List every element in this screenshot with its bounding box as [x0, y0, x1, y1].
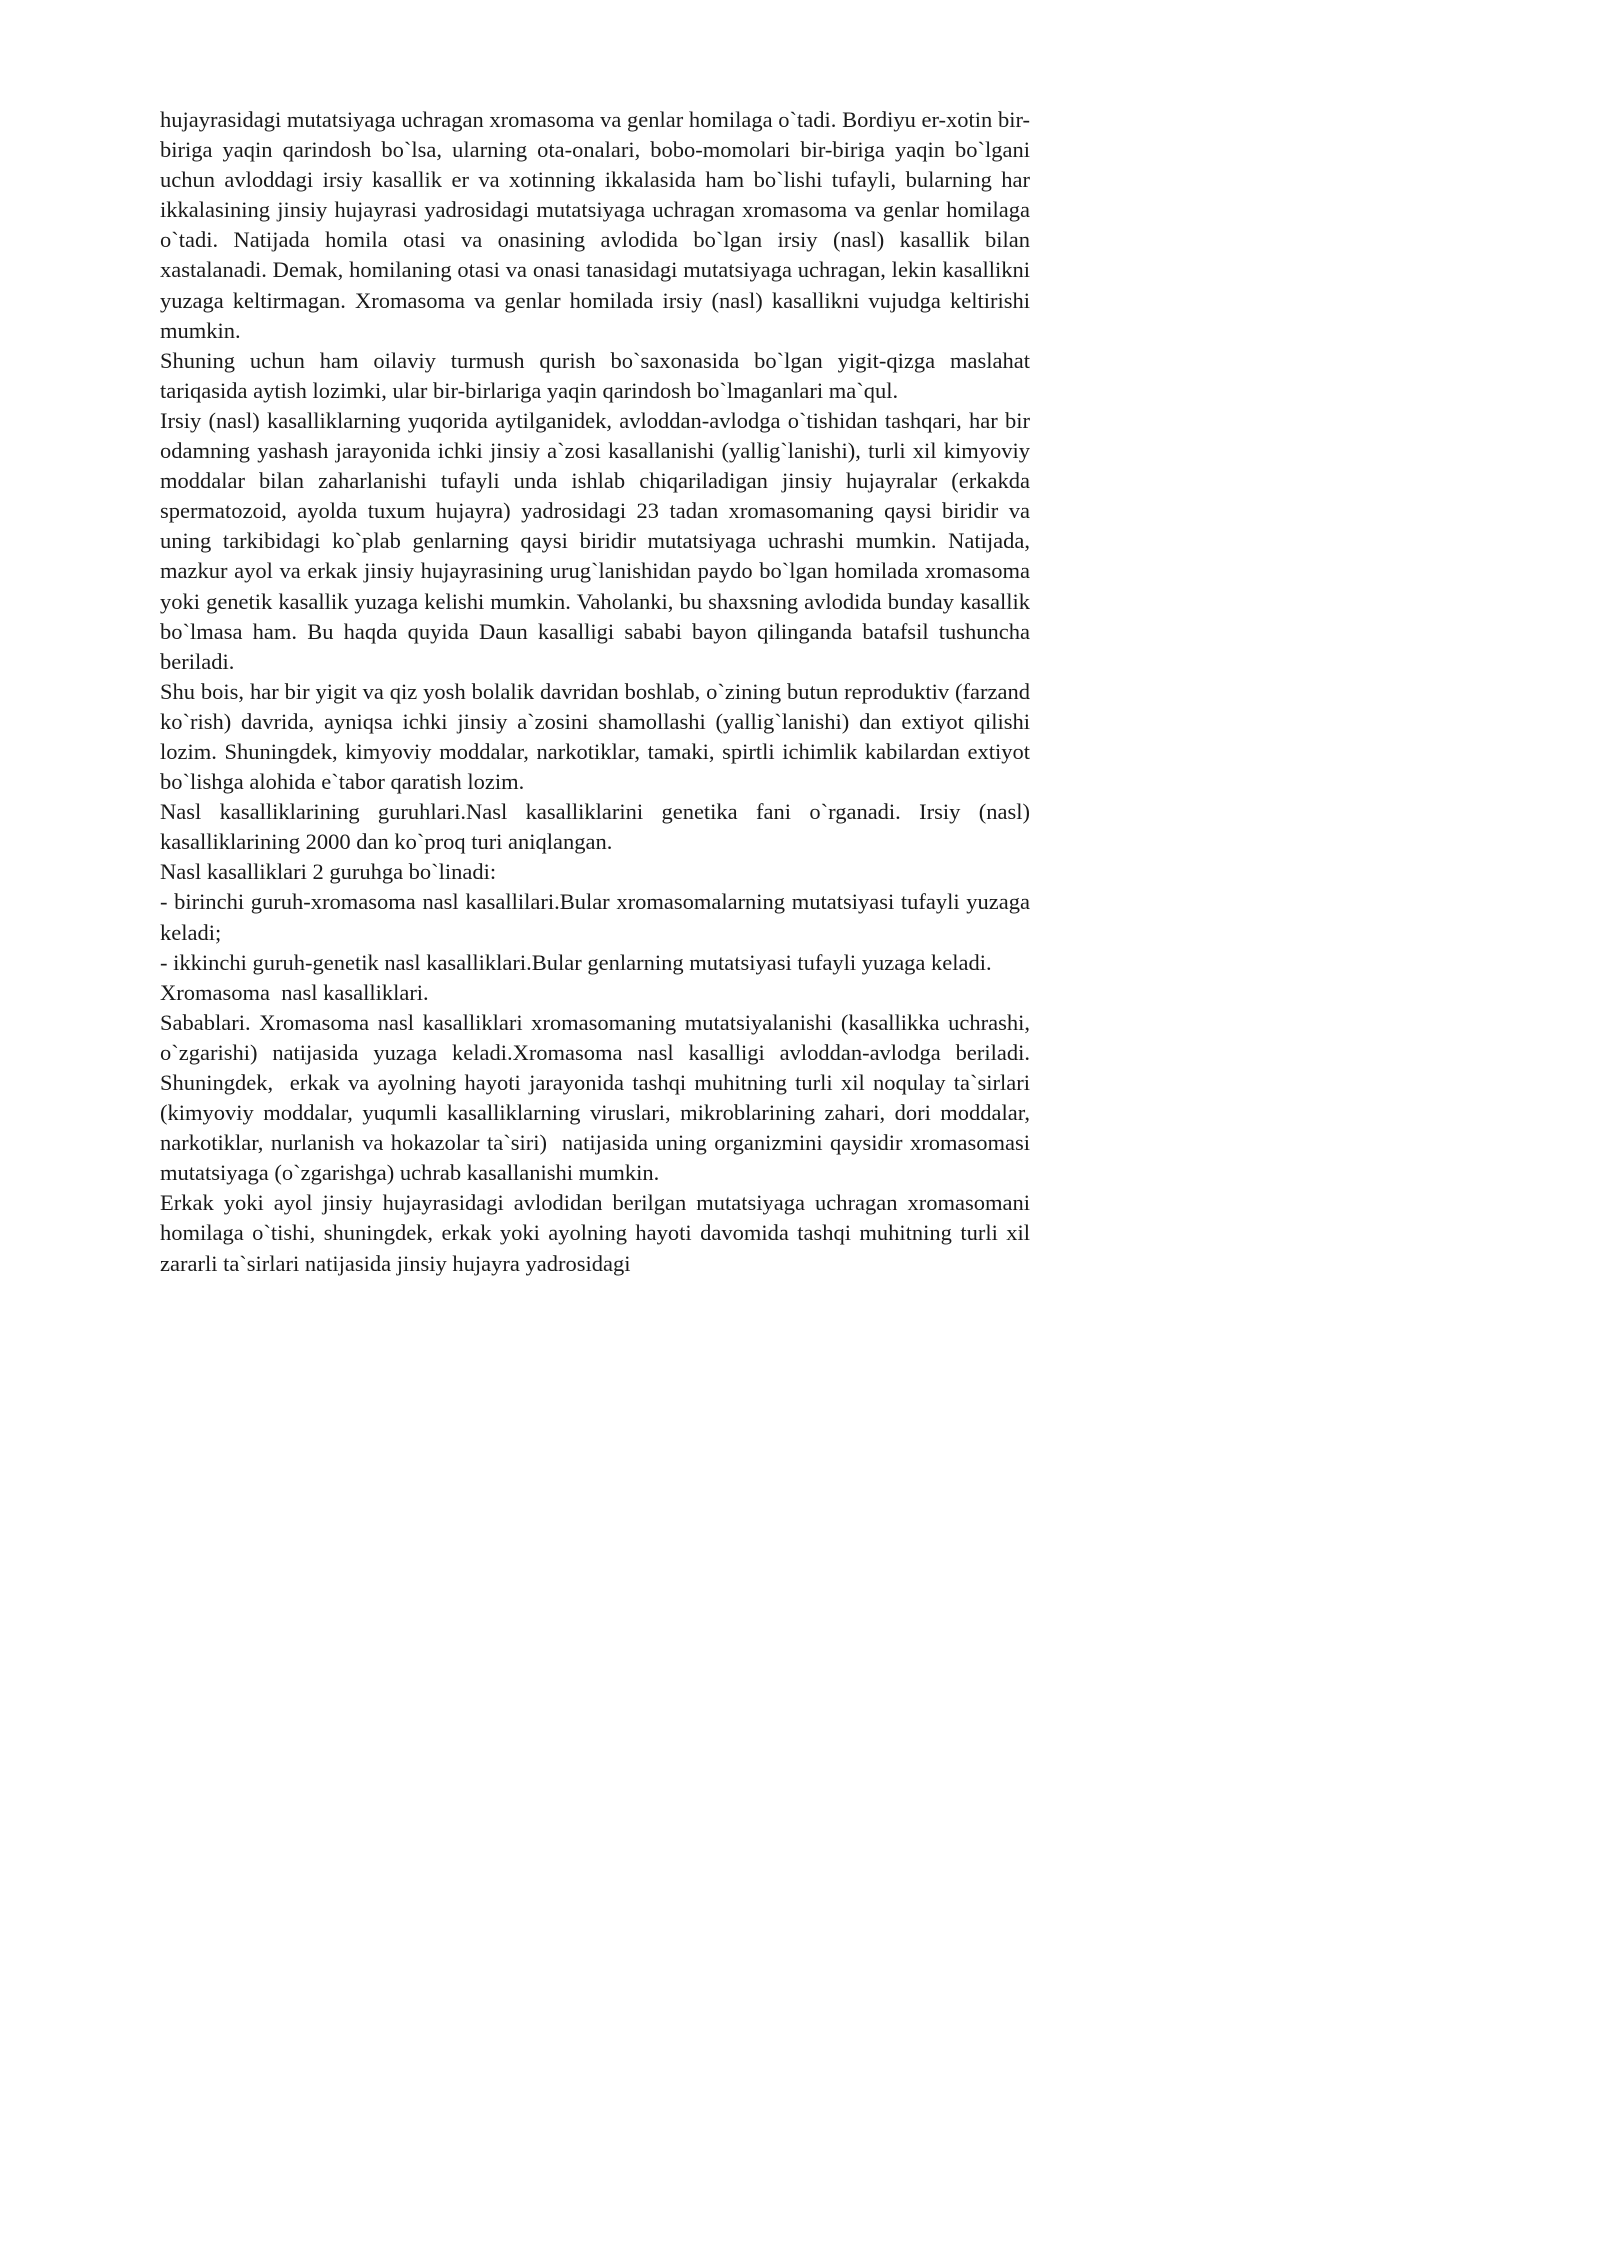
paragraph-acquired-mutations: Irsiy (nasl) kasalliklarning yuqorida aytilganidek, avloddan-avlodga o`tishidan tashqari, har bir odamning yashash jarayonida ichki jinsiy a`zosi kasallanishi (yallig`lanishi), turli xil kimyoviy moddalar bilan zaharlanishi tufayli unda ishlab chiqariladigan jinsiy hujayralar (erkakda spermatozoid, ayolda tuxum hujayra) yadrosidagi 23 tadan xromasomaning qaysi biridir va uning tarkibidagi ko`plab genlarning qaysi biridir mutatsiyaga uchrashi mumkin. Natijada, mazkur ayol va erkak jinsiy hujayrasining urug`lanishidan paydo bo`lgan homilada xromasoma yoki genetik kasallik yuzaga kelishi mumkin. Vaholanki, bu shaxsning avlodida bunday kasallik bo`lmasa ham. Bu haqda quyida Daun kasalligi sababi bayon qilinganda batafsil tushuncha beriladi.	[160, 407, 1036, 674]
paragraph-two-groups-heading: Nasl kasalliklari 2 guruhga bo`linadi:	[160, 859, 497, 885]
list-item-chromosomal: - birinchi guruh-xromasoma nasl kasallilari.Bular xromasomalarning mutatsiyasi tufayli yuzaga keladi;	[160, 889, 1036, 945]
paragraph-intro: hujayrasidagi mutatsiyaga uchragan xromasoma va genlar homilaga o`tadi. Bordiyu er-xotin bir-biriga yaqin qarindosh bo`lsa, ularning ota-onalari, bobo-momolari bir-biriga yaqin bo`lgani uchun avloddagi irsiy kasallik er va xotinning ikkalasida ham bo`lishi tufayli, bularning har ikkalasining jinsiy hujayrasi yadrosidagi mutatsiyaga uchragan xromasoma va genlar homilaga o`tadi. Natijada homila otasi va onasining avlodida bo`lgan irsiy (nasl) kasallik bilan xastalanadi. Demak, homilaning otasi va onasi tanasidagi mutatsiyaga uchragan, lekin kasallikni yuzaga keltirmagan. Xromasoma va genlar homilada irsiy (nasl) kasallikni vujudga keltirishi mumkin.	[160, 107, 1036, 343]
document-page	[160, 105, 1036, 1279]
paragraph-prevention: Shu bois, har bir yigit va qiz yosh bolalik davridan boshlab, o`zining butun reproduktiv (farzand ko`rish) davrida, ayniqsa ichki jinsiy a`zosini shamollashi (yallig`lanishi) dan extiyot qilishi lozim. Shuningdek, kimyoviy moddalar, narkotiklar, tamaki, spirtli ichimlik kabilardan extiyot bo`lishga alohida e`tabor qaratish lozim.	[160, 678, 1036, 795]
paragraph-transmission: Erkak yoki ayol jinsiy hujayrasidagi avlodidan berilgan mutatsiyaga uchragan xromasomani homilaga o`tishi, shuningdek, erkak yoki ayolning hayoti davomida tashqi muhitning turli xil zararli ta`sirlari natijasida jinsiy hujayra yadrosidagi	[160, 1190, 1036, 1276]
paragraph-causes: Sabablari. Xromasoma nasl kasalliklari xromasomaning mutatsiyalanishi (kasallikka uchrashi, o`zgarishi) natijasida yuzaga keladi.Xromasoma nasl kasalligi avloddan-avlodga beriladi. Shuningdek, erkak va ayolning hayoti jarayonida tashqi muhitning turli xil noqulay ta`sirlari (kimyoviy moddalar, yuqumli kasalliklarning viruslari, mikroblarining zahari, dori moddalar, narkotiklar, nurlanish va hokazolar ta`siri) natijasida uning organizmini qaysidir xromasomasi mutatsiyaga (o`zgarishga) uchrab kasallanishi mumkin.	[160, 1009, 1036, 1186]
section-heading-chromosomal: Xromasoma nasl kasalliklari.	[160, 979, 429, 1005]
paragraph-disease-groups: Nasl kasalliklarining guruhlari.Nasl kasalliklarini genetika fani o`rganadi. Irsiy (nasl) kasalliklarining 2000 dan ko`proq turi aniqlangan.	[160, 799, 1036, 855]
paragraph-marriage-advice: Shuning uchun ham oilaviy turmush qurish bo`saxonasida bo`lgan yigit-qizga maslahat tariqasida aytish lozimki, ular bir-birlariga yaqin qarindosh bo`lmaganlari ma`qul.	[160, 347, 1036, 403]
list-item-genetic: - ikkinchi guruh-genetik nasl kasalliklari.Bular genlarning mutatsiyasi tufayli yuzaga keladi.	[160, 949, 992, 975]
